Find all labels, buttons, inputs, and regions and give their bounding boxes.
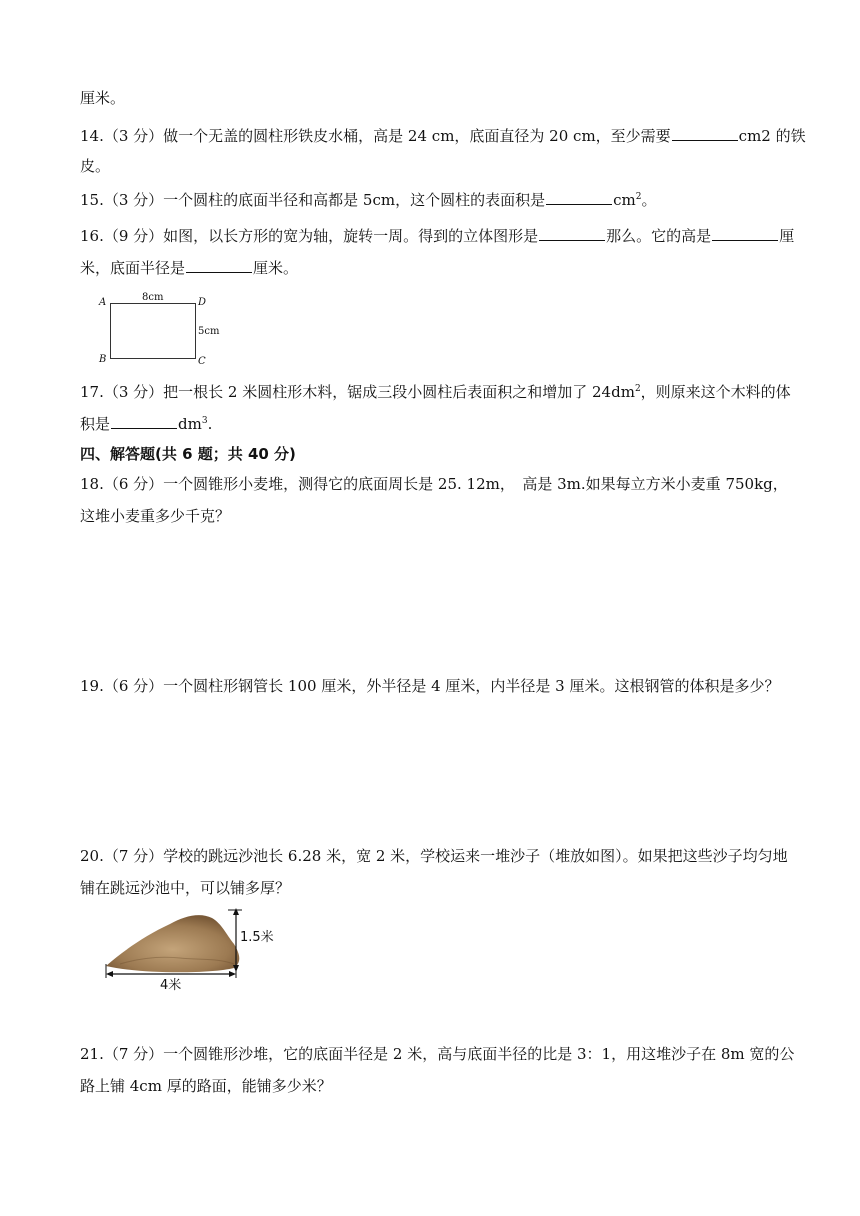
question-17-line2: 积是 $dm^3$.: [80, 415, 213, 433]
answer-blank[interactable]: [546, 190, 612, 205]
answer-blank[interactable]: [672, 126, 738, 141]
answer-blank[interactable]: [712, 226, 778, 241]
sand-pile-illustration: [100, 906, 280, 990]
answer-blank[interactable]: [539, 226, 605, 241]
q13-tail: 厘米。: [80, 89, 126, 107]
rectangle-figure: [96, 292, 226, 370]
section-heading: 四、解答题(共 6 题；共 40 分): [80, 445, 296, 463]
sand-height-label: 1.5米: [240, 930, 274, 945]
question-16: 16.（9 分）如图，以长方形的宽为轴，旋转一周。得到的立体图形是 那么。它的高是 厘: [80, 227, 795, 245]
question-21: 21.（7 分）一个圆锥形沙堆，它的底面半径是 2 米，高与底面半径的比是 3：1，用这堆沙子在 8m 宽的公: [80, 1045, 795, 1063]
sand-width-label: 4米: [160, 978, 182, 993]
question-18: 18.（6 分）一个圆锥形小麦堆，测得它的底面周长是 25. 12m， 高是 3m.如果每立方米小麦重 750kg，: [80, 475, 788, 493]
rectangle-shape: [110, 303, 196, 359]
height-label: 5cm: [198, 326, 220, 337]
vertex-c: C: [198, 356, 206, 367]
question-20-line2: 铺在跳远沙池中，可以铺多厚？: [80, 879, 291, 897]
sand-pile-figure: [100, 906, 280, 993]
question-15: 15.（3 分）一个圆柱的底面半径和高都是 5cm，这个圆柱的表面积是 $cm^2$。: [80, 191, 657, 209]
question-16-line2: 米，底面半径是 厘米。: [80, 259, 299, 277]
question-17: 17.（3 分）把一根长 2 米圆柱形木料，锯成三段小圆柱后表面积之和增加了 $24dm^2$，则原来这个木料的体: [80, 383, 791, 401]
question-18-line2: 这堆小麦重多少千克？: [80, 507, 231, 525]
vertex-d: D: [198, 297, 207, 308]
answer-blank[interactable]: [186, 258, 252, 273]
answer-blank[interactable]: [111, 414, 177, 429]
vertex-b: B: [99, 354, 107, 365]
width-label: 8cm: [142, 292, 164, 303]
question-21-line2: 路上铺 4cm 厚的路面，能铺多少米？: [80, 1077, 332, 1095]
vertex-a: A: [99, 297, 107, 308]
question-14: 14.（3 分）做一个无盖的圆柱形铁皮水桶，高是 24 cm，底面直径为 20 cm，至少需要 cm2 的铁: [80, 127, 806, 145]
question-14-line2: 皮。: [80, 157, 111, 175]
question-20: 20.（7 分）学校的跳远沙池长 6.28 米，宽 2 米，学校运来一堆沙子（堆放如图）。如果把这些沙子均匀地: [80, 847, 788, 865]
question-19: 19.（6 分）一个圆柱形钢管长 100 厘米，外半径是 4 厘米，内半径是 3 厘米。这根钢管的体积是多少？: [80, 677, 780, 695]
